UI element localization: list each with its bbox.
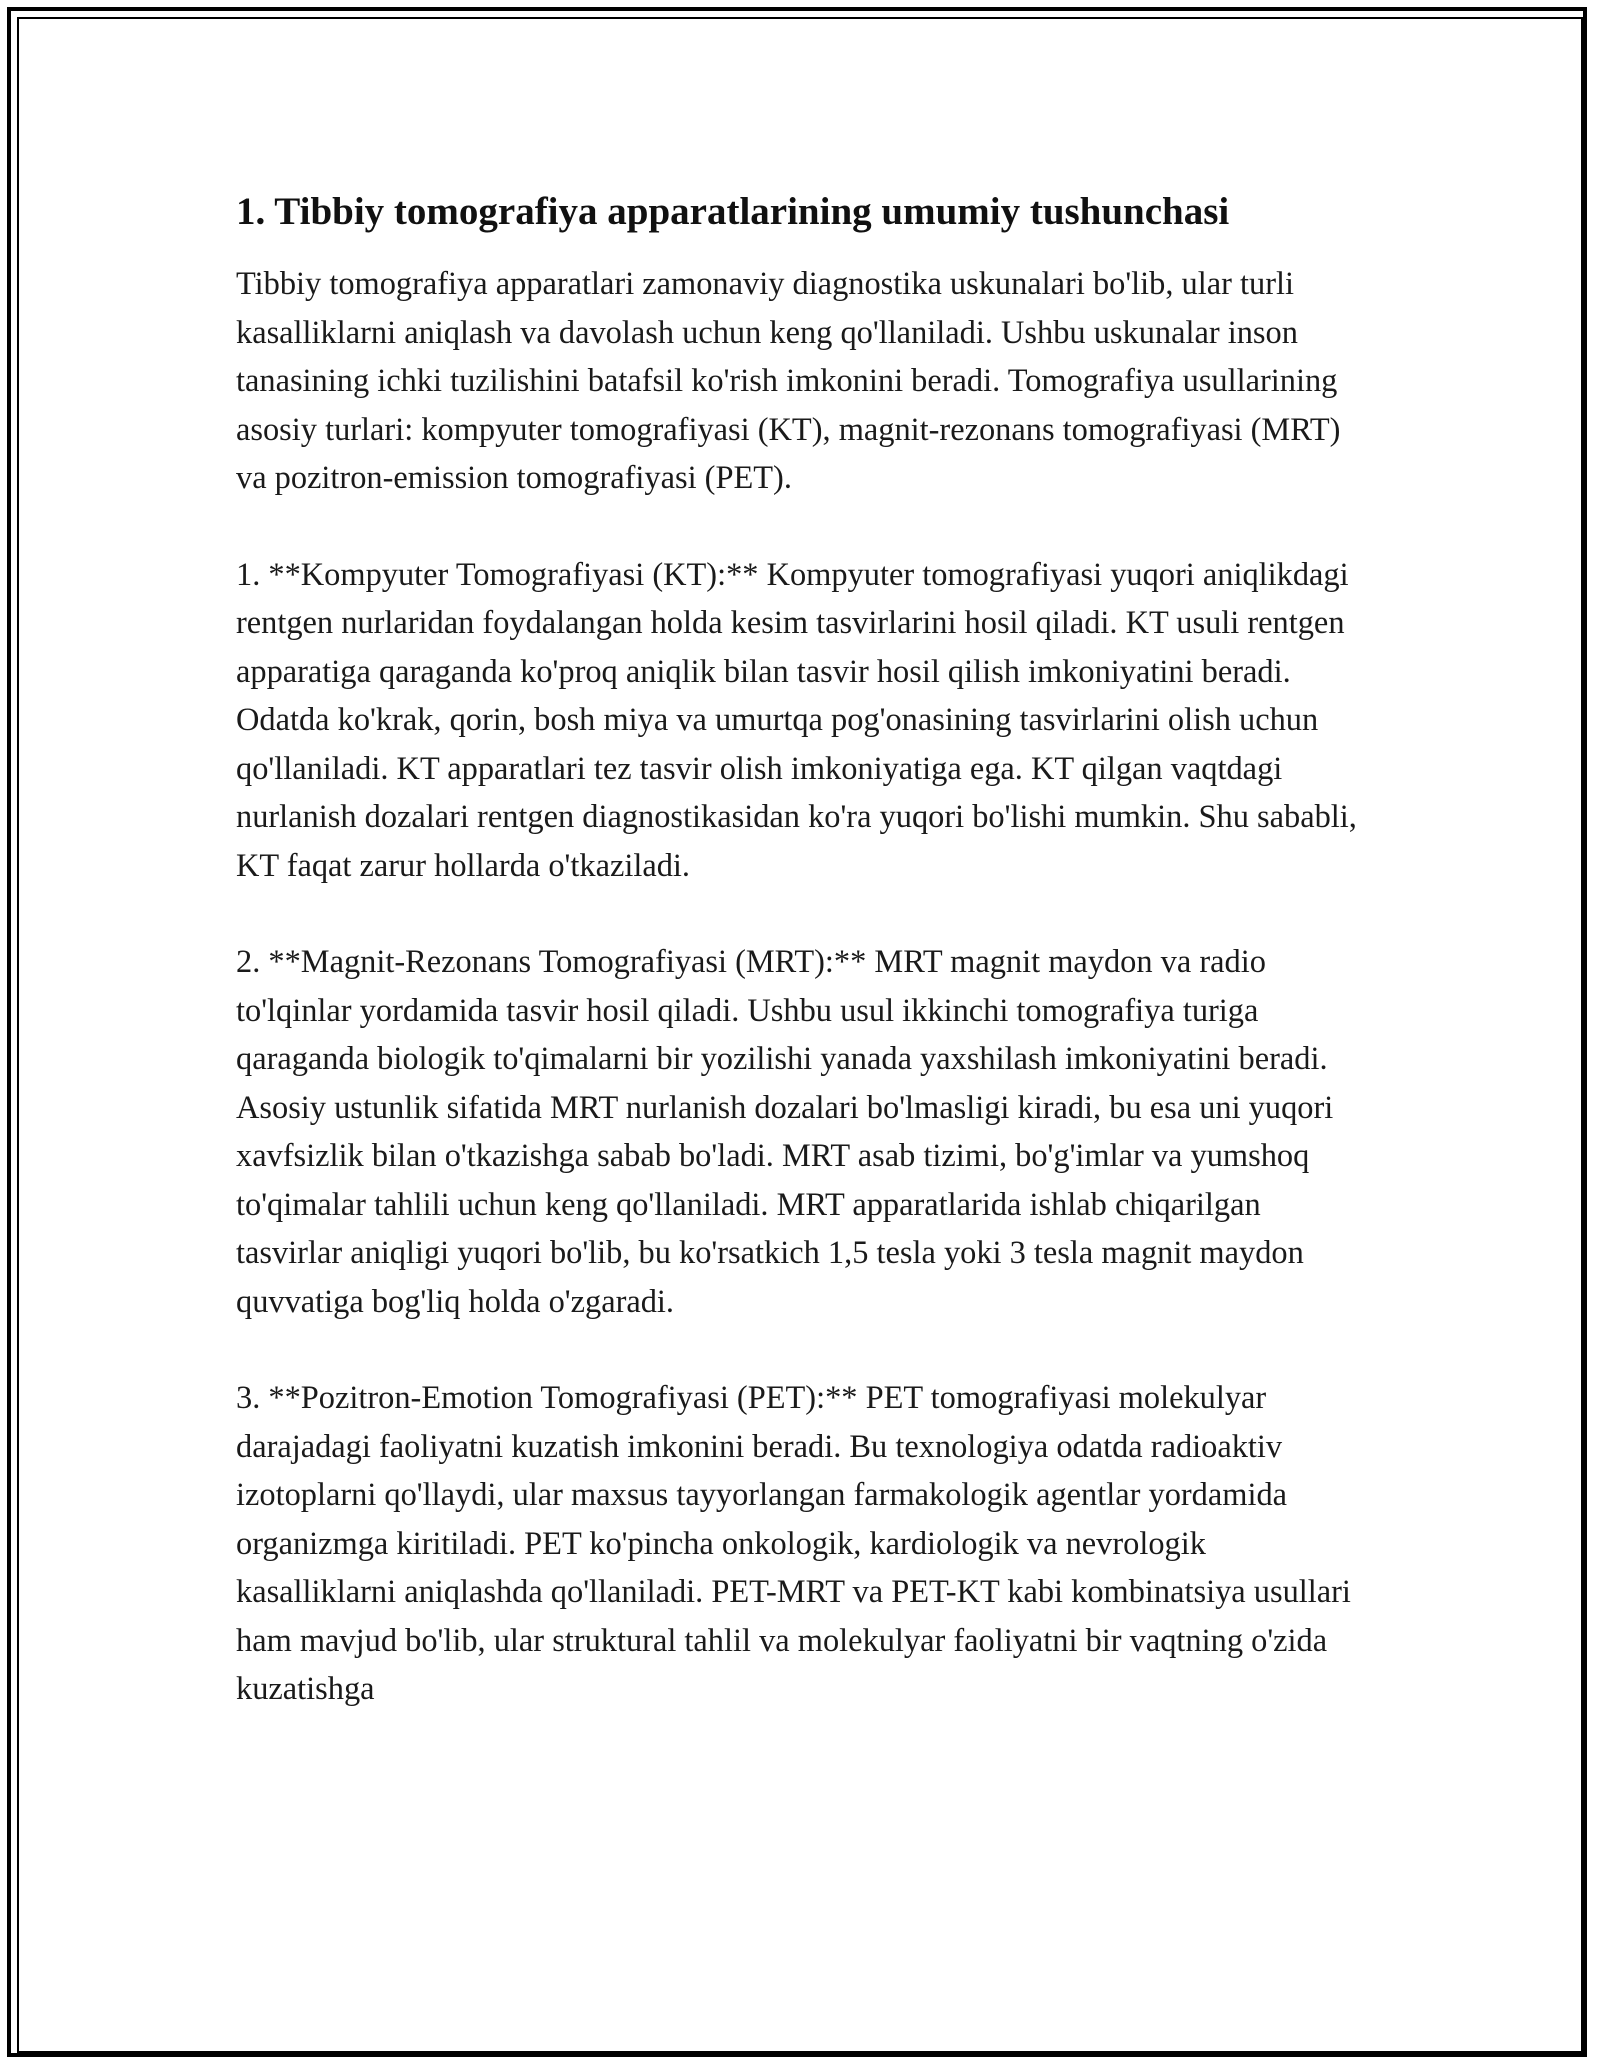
section-heading: 1. Tibbiy tomografiya apparatlarining umumiy tushunchasi bbox=[236, 190, 1230, 233]
mrt-paragraph: 2. **Magnit-Rezonans Tomografiyasi (MRT):** MRT magnit maydon va radio to'lqinlar yordamida tasvir hosil qiladi. Ushbu usul ikkinchi tomografiya turiga qaraganda biologik to'qimalarni bir yozilishi yanada yaxshilash imkoniyatini beradi. Asosiy ustunlik sifatida MRT nurlanish dozalari bo'lmasligi kiradi, bu esa uni yuqori xavfsizlik bilan o'tkazishga sabab bo'ladi. MRT asab tizimi, bo'g'imlar va yumshoq to'qimalar tahlili uchun keng qo'llaniladi. MRT apparatlarida ishlab chiqarilgan tasvirlar aniqligi yuqori bo'lib, bu ko'rsatkich 1,5 tesla yoki 3 tesla magnit maydon quvvatiga bog'liq holda o'zgaradi. bbox=[236, 944, 1334, 1320]
intro-paragraph: Tibbiy tomografiya apparatlari zamonaviy diagnostika uskunalari bo'lib, ular turli kasalliklarni aniqlash va davolash uchun keng qo'llaniladi. Ushbu uskunalar inson tanasining ichki tuzilishini batafsil ko'rish imkonini beradi. Tomografiya usullarining asosiy turlari: kompyuter tomografiyasi (KT), magnit-rezonans tomografiyasi (MRT) va pozitron-emission tomografiyasi (PET). bbox=[236, 266, 1341, 496]
pet-paragraph: 3. **Pozitron-Emotion Tomografiyasi (PET):** PET tomografiyasi molekulyar darajadagi faoliyatni kuzatish imkonini beradi. Bu texnologiya odatda radioaktiv izotoplarni qo'llaydi, ular maxsus tayyorlangan farmakologik agentlar yordamida organizmga kiritiladi. PET ko'pincha onkologik, kardiologik va nevrologik kasalliklarni aniqlashda qo'llaniladi. PET-MRT va PET-KT kabi kombinatsiya usullari ham mavjud bo'lib, ular struktural tahlil va molekulyar faoliyatni bir vaqtning o'zida kuzatishga bbox=[236, 1380, 1351, 1707]
document-body bbox=[236, 186, 1366, 1762]
kt-paragraph: 1. **Kompyuter Tomografiyasi (KT):** Kompyuter tomografiyasi yuqori aniqlikdagi rentgen nurlaridan foydalangan holda kesim tasvirlarini hosil qiladi. KT usuli rentgen apparatiga qaraganda ko'proq aniqlik bilan tasvir hosil qilish imkoniyatini beradi. Odatda ko'krak, qorin, bosh miya va umurtqa pog'onasining tasvirlarini olish uchun qo'llaniladi. KT apparatlari tez tasvir olish imkoniyatiga ega. KT qilgan vaqtdagi nurlanish dozalari rentgen diagnostikasidan ko'ra yuqori bo'lishi mumkin. Shu sababli, KT faqat zarur hollarda o'tkaziladi. bbox=[236, 556, 1357, 884]
